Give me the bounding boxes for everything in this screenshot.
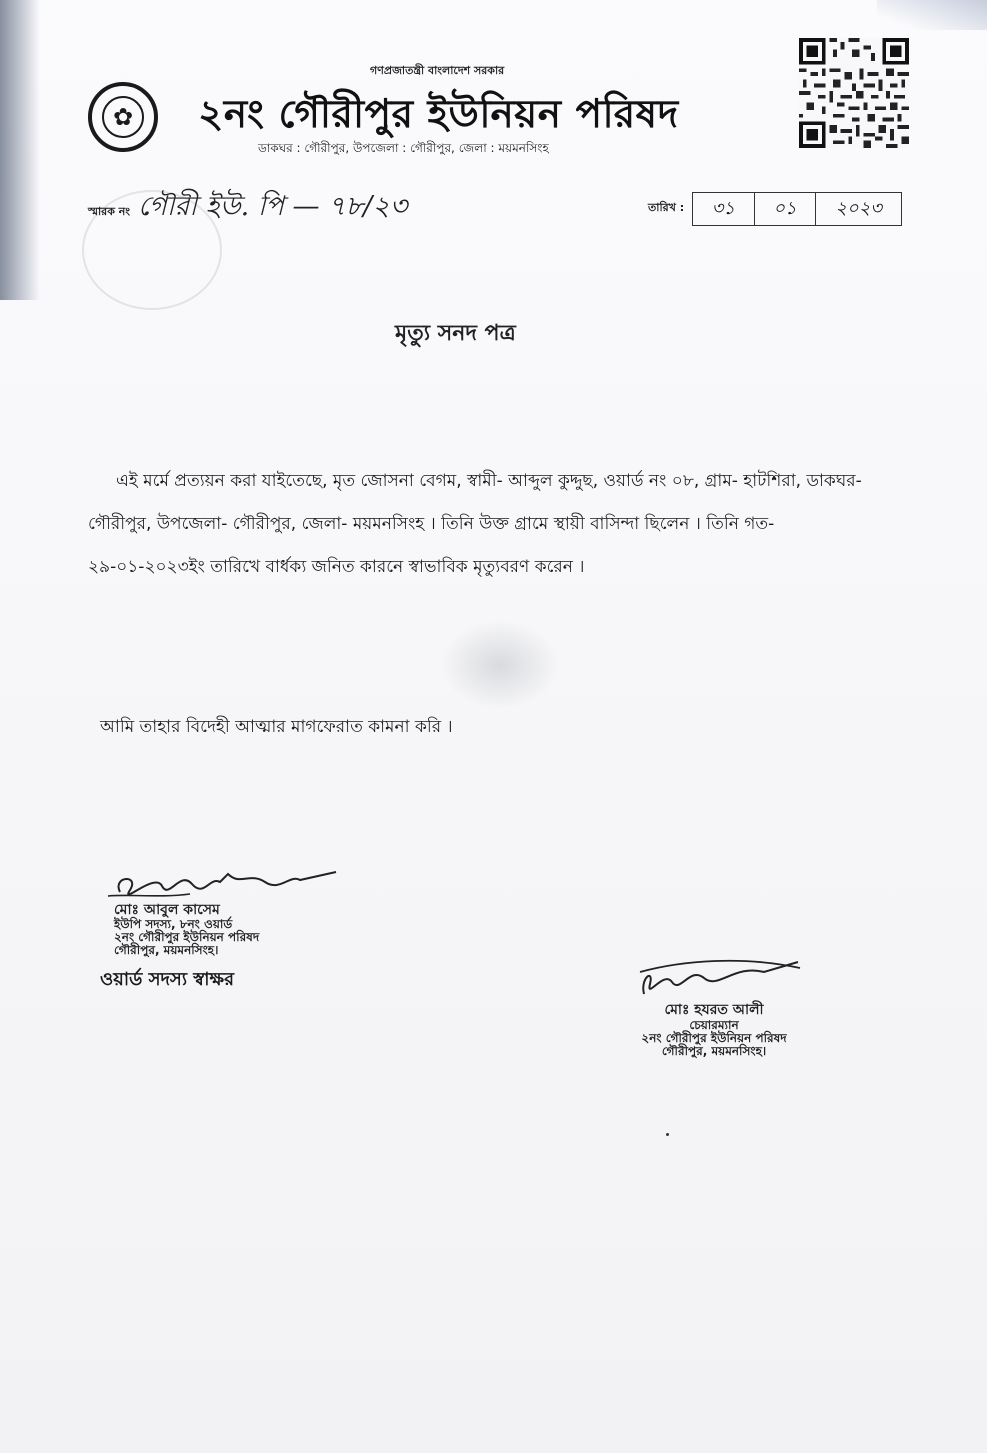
memo-number — [88, 186, 407, 231]
chairman-designation: চেয়ারম্যান — [689, 1018, 739, 1032]
ward-member-name: মোঃ আবুল কাসেম — [114, 902, 220, 918]
ward-member-caption: ওয়ার্ড সদস্য স্বাক্ষর — [100, 969, 234, 990]
ink-dot — [666, 1133, 669, 1136]
ward-member-signature-block — [100, 866, 360, 996]
date-day: ৩১ — [693, 193, 755, 225]
ward-member-location: গৌরীপুর, ময়মনসিংহ। — [114, 943, 219, 957]
address-line: ডাকঘর : গৌরীপুর, উপজেলা : গৌরীপুর, জেলা : ময়মনসিংহ — [258, 141, 549, 155]
chairman-signature-block — [614, 954, 814, 1058]
paper-smudge — [440, 620, 560, 710]
document-title: মৃত্যু সনদ পত্র — [395, 321, 516, 346]
chairman-name: মোঃ হযরত আলী — [664, 1002, 764, 1018]
ward-member-office: ২নং গৌরীপুর ইউনিয়ন পরিষদ — [114, 930, 260, 944]
chairman-stamp — [614, 1002, 814, 1058]
qr-code-icon — [798, 38, 910, 148]
date-label: তারিখ : — [648, 201, 685, 214]
ward-member-designation: ইউপি সদস্য, ৮নং ওয়ার্ড — [114, 917, 233, 931]
date-month: ০১ — [755, 193, 817, 225]
certificate-body: এই মর্মে প্রত্যয়ন করা যাইতেছে, মৃত জোসনা বেগম, স্বামী- আব্দুল কুদ্দুছ, ওয়ার্ড নং ০৮, গ্রাম- হাটশিরা, ডাকঘর- গৌরীপুর, উপজেলা- গৌরীপুর, জেলা- ময়মনসিংহ । তিনি উক্ত গ্রামে স্থায়ী বাসিন্দা ছিলেন । তিনি গত- ২৯-০১-২০২৩ইং তারিখে বার্ধক্য জনিত কারনে স্বাভাবিক মৃত্যুবরণ করেন । — [88, 471, 862, 577]
memo-value: গৌরী ইউ. পি — ৭৮/২৩ — [138, 191, 408, 222]
date-box — [692, 192, 902, 226]
ward-member-stamp — [114, 902, 360, 957]
chairman-signature — [614, 954, 814, 1002]
scan-edge-shadow — [0, 0, 40, 300]
date-year: ২০২৩ — [835, 198, 883, 219]
ward-member-signature — [100, 866, 340, 902]
government-line: গণপ্রজাতন্ত্রী বাংলাদেশ সরকার — [370, 64, 505, 77]
closing-wish: আমি তাহার বিদেহী আত্মার মাগফেরাত কামনা করি । — [100, 717, 453, 737]
chairman-office: ২নং গৌরীপুর ইউনিয়ন পরিষদ — [641, 1031, 787, 1045]
scan-corner-shadow — [877, 0, 987, 30]
organization-name: ২নং গৌরীপুর ইউনিয়ন পরিষদ — [198, 92, 679, 137]
memo-label: স্মারক নং — [88, 205, 131, 218]
union-parishad-seal-icon: ✿ — [88, 82, 158, 152]
chairman-location: গৌরীপুর, ময়মনসিংহ। — [661, 1044, 767, 1058]
